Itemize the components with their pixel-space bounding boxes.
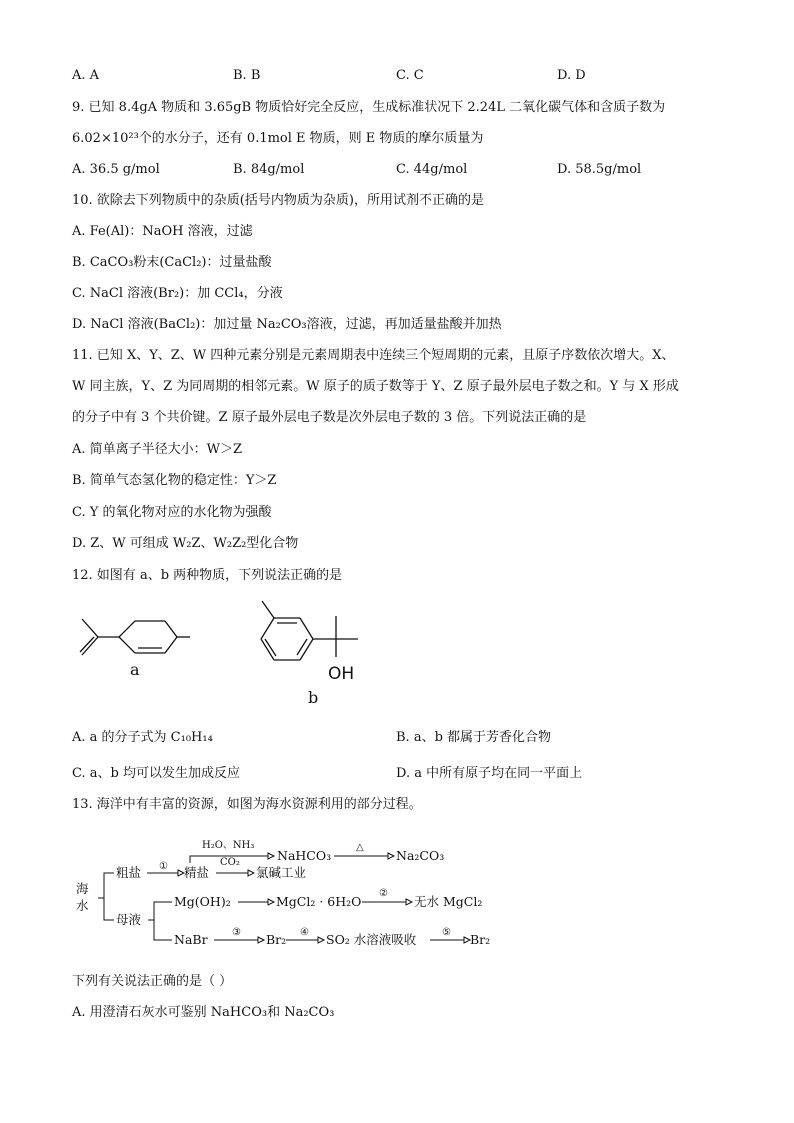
q11-stem-line2: W 同主族，Y、Z 为同周期的相邻元素。W 原子的质子数等于 Y、Z 原子最外层电子数之和。Y 与 X 形成 xyxy=(72,379,679,394)
q11-option-b: B. 简单气态氢化物的稳定性：Y＞Z xyxy=(72,473,277,488)
q11-stem-line3: 的分子中有 3 个共价键。Z 原子最外层电子数是次外层电子数的 3 倍。下列说法正确的是 xyxy=(72,410,587,425)
q12-stem: 12. 如图有 a、b 两种物质，下列说法正确的是 xyxy=(72,568,343,583)
q8-option-d: D. D xyxy=(557,68,586,83)
q12-option-b: B. a、b 都属于芳香化合物 xyxy=(396,730,552,745)
q8-option-a: A. A xyxy=(72,68,100,83)
q13-stem: 13. 海洋中有丰富的资源，如图为海水资源利用的部分过程。 xyxy=(72,797,422,812)
chlor-alkali-industry: 氯碱工业 xyxy=(256,865,307,880)
q9-stem-line1: 9. 已知 8.4gA 物质和 3.65gB 物质恰好完全反应，生成标准状况下 2.24L 二氧化碳气体和含质子数为 xyxy=(72,100,666,115)
seawater-process-diagram xyxy=(72,832,492,957)
q10-option-c: C. NaCl 溶液(Br₂)：加 CCl₄，分液 xyxy=(72,286,283,301)
reagents-bottom: CO₂ xyxy=(220,857,240,868)
q8-option-b: B. B xyxy=(233,68,261,83)
q9-option-c: C. 44g/mol xyxy=(396,162,468,177)
so2-absorption: SO₂ 水溶液吸收 xyxy=(326,932,417,947)
q9-option-d: D. 58.5g/mol xyxy=(557,162,642,177)
q11-option-a: A. 简单离子半径大小：W＞Z xyxy=(72,442,243,457)
molecule-a-label: a xyxy=(130,660,140,679)
molecule-b-structure xyxy=(250,595,380,710)
q12-option-d: D. a 中所有原子均在同一平面上 xyxy=(396,766,583,781)
q13-option-a: A. 用澄清石灰水可鉴别 NaHCO₃和 Na₂CO₃ xyxy=(72,1005,335,1020)
bromine-1: Br₂ xyxy=(266,932,287,947)
hydroxyl-label: OH xyxy=(328,664,355,684)
sodium-bromide: NaBr xyxy=(174,932,208,947)
q10-stem: 10. 欲除去下列物质中的杂质(括号内物质为杂质)，所用试剂不正确的是 xyxy=(72,193,484,208)
step-2-label: ② xyxy=(379,888,388,899)
q10-option-b: B. CaCO₃粉末(CaCl₂)：过量盐酸 xyxy=(72,255,272,270)
step-1-label: ① xyxy=(159,861,168,872)
q13-question: 下列有关说法正确的是（ ） xyxy=(72,974,233,989)
q9-option-a: A. 36.5 g/mol xyxy=(72,162,160,177)
reagents-top: H₂O、NH₃ xyxy=(202,840,255,851)
molecule-b-label: b xyxy=(308,688,319,707)
seawater-label-2: 水 xyxy=(76,898,89,913)
anhydrous-mgcl2: 无水 MgCl₂ xyxy=(414,894,483,909)
q12-option-a: A. a 的分子式为 C₁₀H₁₄ xyxy=(72,730,213,745)
na2co3: Na₂CO₃ xyxy=(396,848,445,863)
q10-option-a: A. Fe(Al)：NaOH 溶液，过滤 xyxy=(72,224,253,239)
q12-option-c: C. a、b 均可以发生加成反应 xyxy=(72,766,240,781)
step-3-label: ③ xyxy=(232,927,241,938)
q11-option-d: D. Z、W 可组成 W₂Z、W₂Z₂型化合物 xyxy=(72,536,299,551)
step-4-label: ④ xyxy=(300,927,309,938)
seawater-label-1: 海 xyxy=(76,881,89,896)
heat-symbol: △ xyxy=(356,842,364,853)
q9-stem-line2: 6.02×10²³个的水分子，还有 0.1mol E 物质，则 E 物质的摩尔质量为 xyxy=(72,131,484,146)
q11-option-c: C. Y 的氧化物对应的水化物为强酸 xyxy=(72,505,272,520)
step-5-label: ⑤ xyxy=(442,927,451,938)
magnesium-hydroxide: Mg(OH)₂ xyxy=(174,894,231,909)
mother-liquor: 母液 xyxy=(116,912,142,927)
bromine-2: Br₂ xyxy=(470,932,491,947)
crude-salt: 粗盐 xyxy=(116,865,142,880)
q11-stem-line1: 11. 已知 X、Y、Z、W 四种元素分别是元素周期表中连续三个短周期的元素，且原子序数依次增大。X、 xyxy=(72,348,675,363)
molecule-a-structure xyxy=(72,600,202,685)
mgcl2-hexahydrate: MgCl₂ · 6H₂O xyxy=(276,894,362,909)
q8-option-c: C. C xyxy=(396,68,424,83)
nahco3: NaHCO₃ xyxy=(277,848,332,863)
q9-option-b: B. 84g/mol xyxy=(233,162,305,177)
q10-option-d: D. NaCl 溶液(BaCl₂)：加过量 Na₂CO₃溶液，过滤，再加适量盐酸并加热 xyxy=(72,317,502,332)
refined-salt: 精盐 xyxy=(184,865,210,880)
